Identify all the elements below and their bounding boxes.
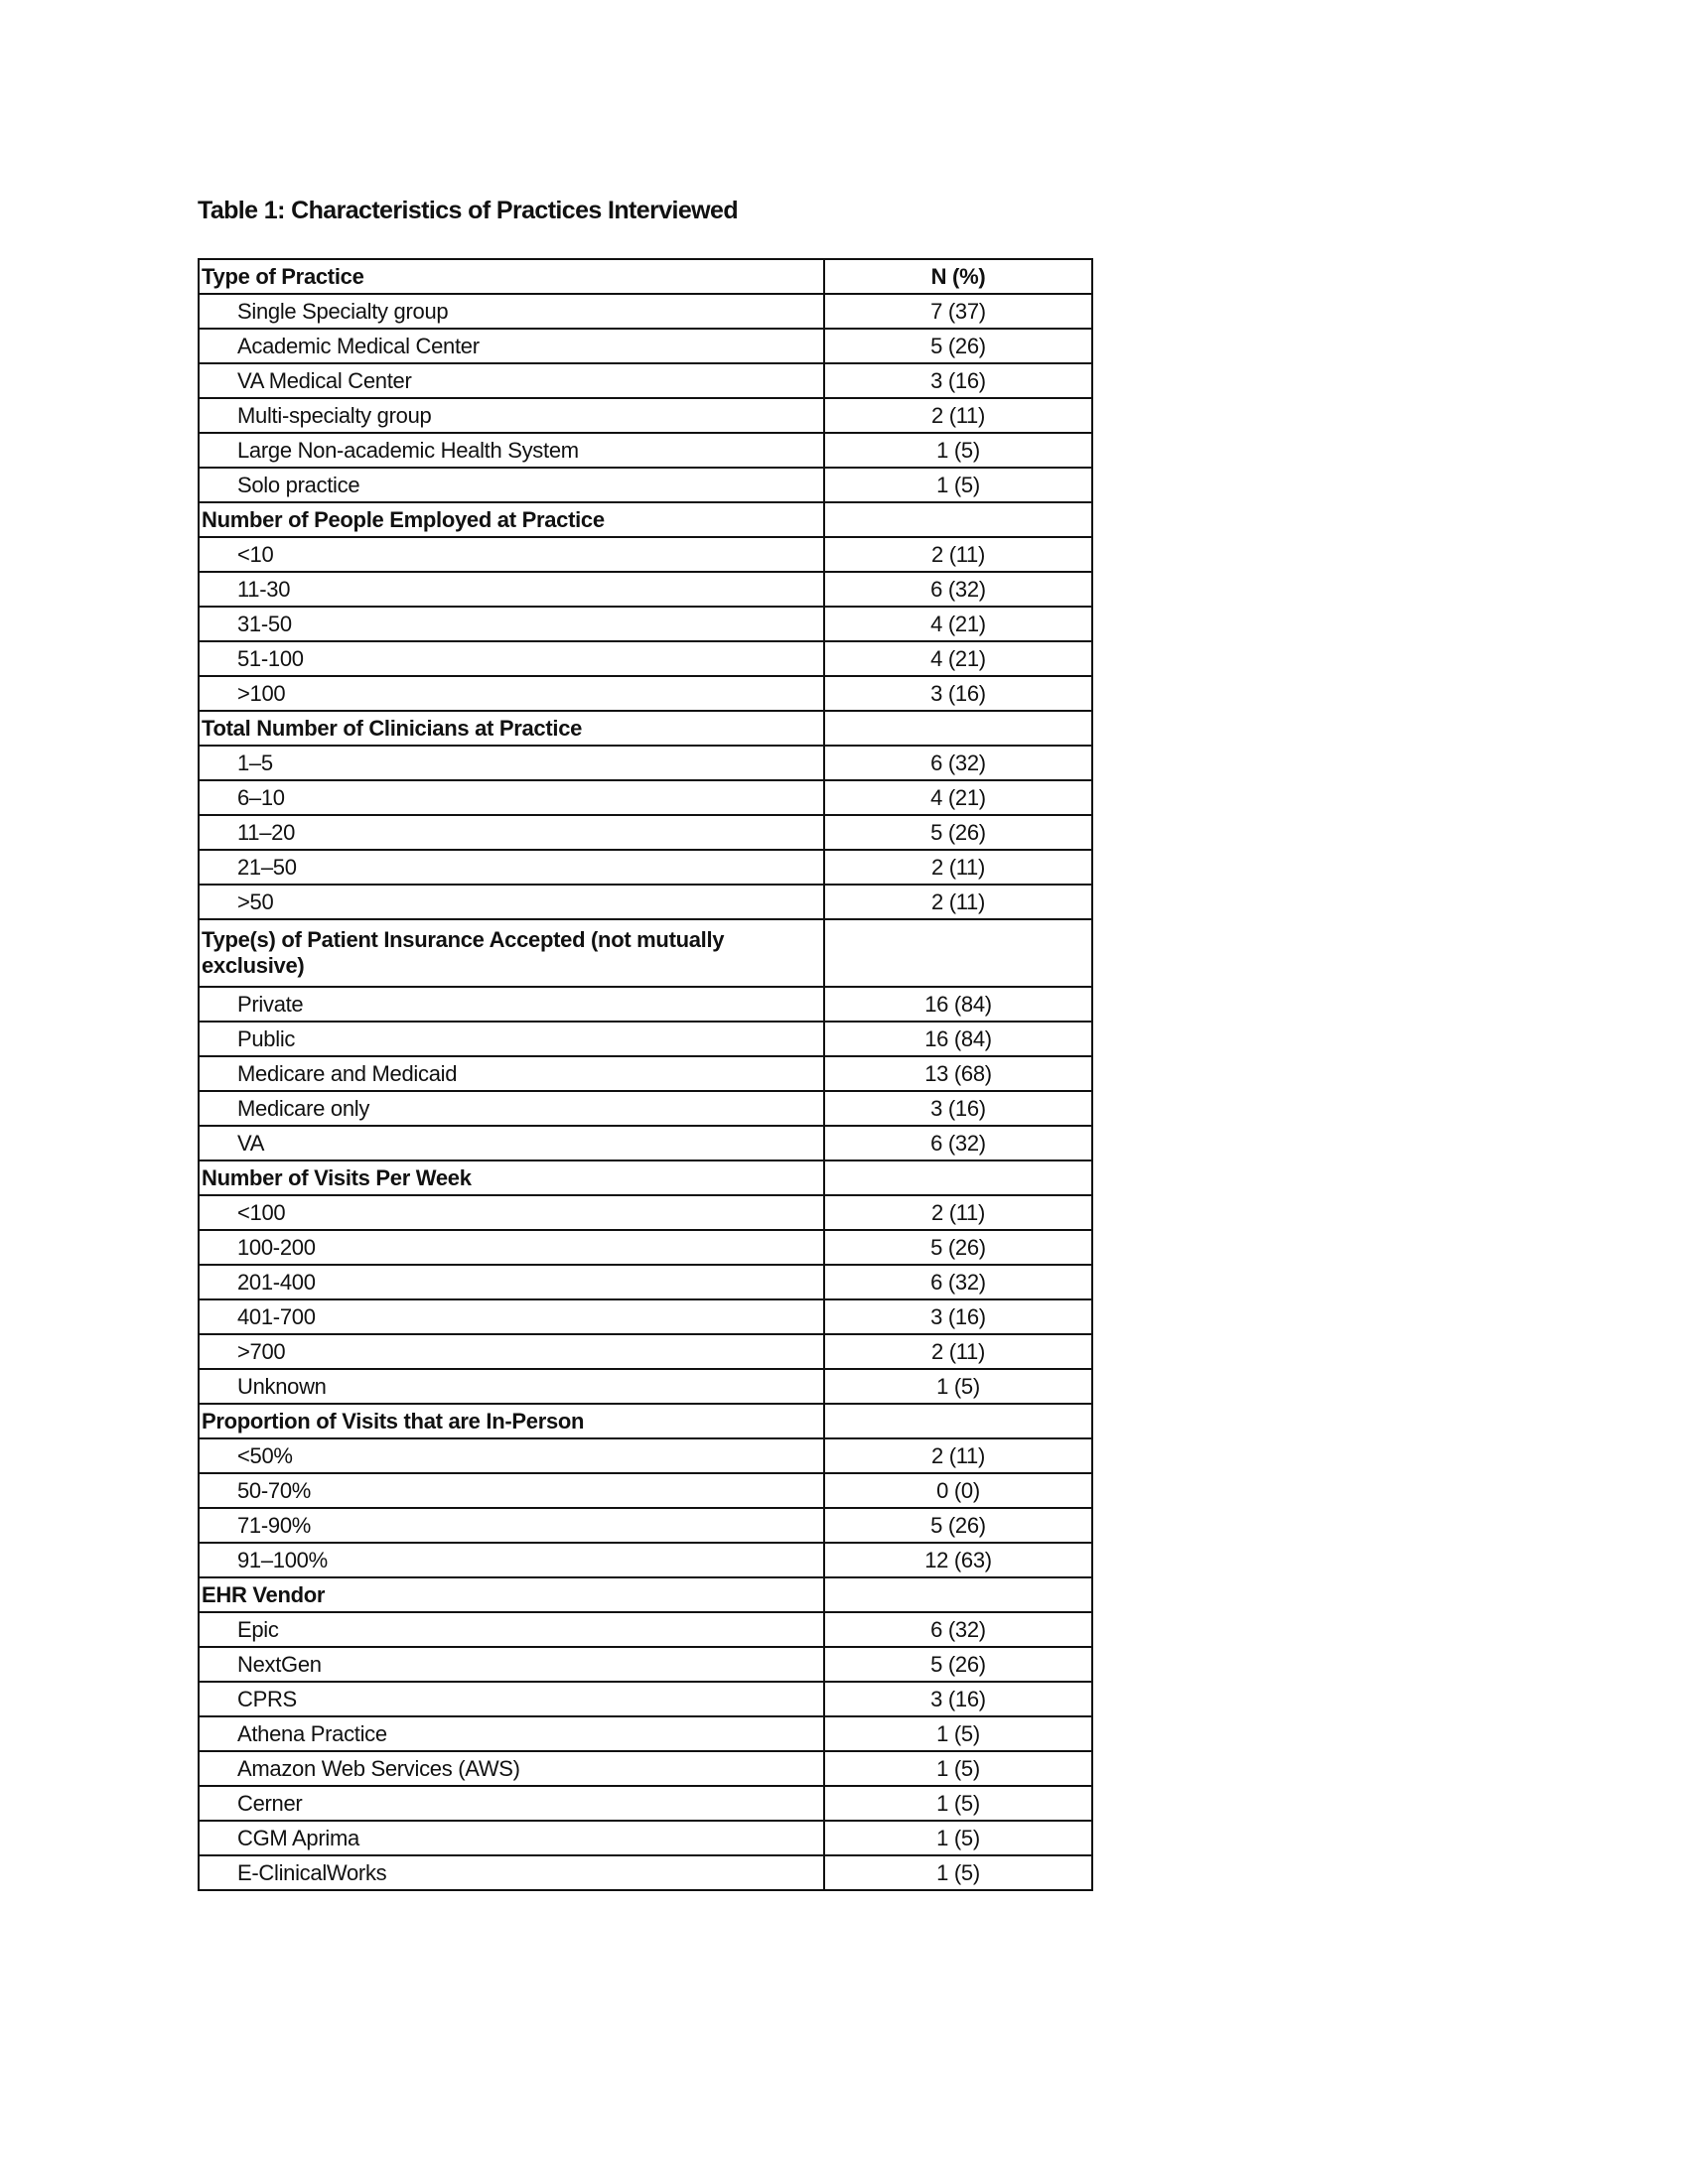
table-row [199,815,1092,850]
section-header-row [199,259,1092,294]
section-heading-value [824,1404,1092,1438]
row-value: 2 (11) [824,398,1092,433]
row-label: <50% [199,1438,824,1473]
section-header-row [199,1404,1092,1438]
row-value: 1 (5) [824,1821,1092,1855]
table-row [199,1334,1092,1369]
table-row [199,746,1092,780]
row-label: VA [199,1126,824,1160]
section-header-row [199,1160,1092,1195]
table-row [199,1438,1092,1473]
row-value: 3 (16) [824,676,1092,711]
row-value: 4 (21) [824,780,1092,815]
section-heading-value [824,1577,1092,1612]
row-label: Medicare and Medicaid [199,1056,824,1091]
row-value: 1 (5) [824,1716,1092,1751]
row-value: 6 (32) [824,746,1092,780]
row-value: 2 (11) [824,1195,1092,1230]
row-value: 5 (26) [824,815,1092,850]
row-label: <100 [199,1195,824,1230]
section-heading-value [824,711,1092,746]
row-label: CGM Aprima [199,1821,824,1855]
row-label: VA Medical Center [199,363,824,398]
row-label: 100-200 [199,1230,824,1265]
table-row [199,641,1092,676]
row-value: 7 (37) [824,294,1092,329]
row-label: Epic [199,1612,824,1647]
row-value: 6 (32) [824,1612,1092,1647]
section-header-row [199,711,1092,746]
row-value: 1 (5) [824,433,1092,468]
table-row [199,329,1092,363]
section-heading: Type(s) of Patient Insurance Accepted (not mutually exclusive) [199,919,824,987]
table-row [199,850,1092,885]
row-label: 31-50 [199,607,824,641]
row-value: 12 (63) [824,1543,1092,1577]
table-row [199,572,1092,607]
row-label: Single Specialty group [199,294,824,329]
table-row [199,780,1092,815]
table-row [199,607,1092,641]
table-row [199,1299,1092,1334]
row-label: >100 [199,676,824,711]
row-value: 6 (32) [824,1265,1092,1299]
row-value: 2 (11) [824,537,1092,572]
section-heading-value [824,502,1092,537]
row-label: 11–20 [199,815,824,850]
row-label: Academic Medical Center [199,329,824,363]
row-value: 1 (5) [824,1855,1092,1890]
row-label: Amazon Web Services (AWS) [199,1751,824,1786]
table-row [199,398,1092,433]
row-label: 91–100% [199,1543,824,1577]
row-label: 50-70% [199,1473,824,1508]
row-label: Private [199,987,824,1022]
row-value: 5 (26) [824,1508,1092,1543]
table-row [199,1473,1092,1508]
row-label: CPRS [199,1682,824,1716]
row-label: 401-700 [199,1299,824,1334]
table-row [199,1056,1092,1091]
row-label: Large Non-academic Health System [199,433,824,468]
row-value: 2 (11) [824,885,1092,919]
row-value: 3 (16) [824,1091,1092,1126]
table-row [199,1508,1092,1543]
row-label: Medicare only [199,1091,824,1126]
table-row [199,1855,1092,1890]
section-heading-value: N (%) [824,259,1092,294]
row-label: 1–5 [199,746,824,780]
row-value: 2 (11) [824,1334,1092,1369]
table-row [199,987,1092,1022]
section-heading: Number of Visits Per Week [199,1160,824,1195]
row-value: 1 (5) [824,1369,1092,1404]
row-label: >700 [199,1334,824,1369]
row-value: 5 (26) [824,1647,1092,1682]
section-header-row [199,919,1092,987]
section-heading: Total Number of Clinicians at Practice [199,711,824,746]
table-row [199,1265,1092,1299]
row-value: 2 (11) [824,1438,1092,1473]
row-value: 4 (21) [824,607,1092,641]
row-value: 5 (26) [824,1230,1092,1265]
section-heading-value [824,919,1092,987]
table-row [199,676,1092,711]
row-label: Unknown [199,1369,824,1404]
row-label: 6–10 [199,780,824,815]
row-value: 0 (0) [824,1473,1092,1508]
row-label: 11-30 [199,572,824,607]
row-label: Solo practice [199,468,824,502]
section-heading: Number of People Employed at Practice [199,502,824,537]
table-row [199,885,1092,919]
table-row [199,1751,1092,1786]
section-heading: Type of Practice [199,259,824,294]
row-value: 1 (5) [824,1786,1092,1821]
row-value: 3 (16) [824,363,1092,398]
section-heading-value [824,1160,1092,1195]
table-row [199,468,1092,502]
row-label: <10 [199,537,824,572]
row-value: 1 (5) [824,1751,1092,1786]
row-value: 6 (32) [824,1126,1092,1160]
row-label: 21–50 [199,850,824,885]
table-row [199,1682,1092,1716]
row-value: 16 (84) [824,1022,1092,1056]
row-value: 5 (26) [824,329,1092,363]
table-title: Table 1: Characteristics of Practices Interviewed [198,197,738,224]
section-heading: EHR Vendor [199,1577,824,1612]
row-label: 51-100 [199,641,824,676]
table-row [199,294,1092,329]
row-label: >50 [199,885,824,919]
row-label: Multi-specialty group [199,398,824,433]
table-row [199,1369,1092,1404]
row-value: 3 (16) [824,1682,1092,1716]
table-row [199,363,1092,398]
row-value: 6 (32) [824,572,1092,607]
section-header-row [199,502,1092,537]
table-row [199,1716,1092,1751]
table-row [199,1022,1092,1056]
row-label: E-ClinicalWorks [199,1855,824,1890]
row-value: 13 (68) [824,1056,1092,1091]
table-row [199,1543,1092,1577]
table-row [199,1821,1092,1855]
section-heading: Proportion of Visits that are In-Person [199,1404,824,1438]
row-label: Cerner [199,1786,824,1821]
row-value: 2 (11) [824,850,1092,885]
row-label: 201-400 [199,1265,824,1299]
row-value: 4 (21) [824,641,1092,676]
characteristics-table [198,258,1093,1891]
table-row [199,537,1092,572]
table-row [199,1786,1092,1821]
row-value: 16 (84) [824,987,1092,1022]
row-value: 1 (5) [824,468,1092,502]
row-value: 3 (16) [824,1299,1092,1334]
row-label: 71-90% [199,1508,824,1543]
table-row [199,1195,1092,1230]
table-row [199,1647,1092,1682]
table-row [199,1126,1092,1160]
table-row [199,1091,1092,1126]
table-row [199,433,1092,468]
row-label: Public [199,1022,824,1056]
table-row [199,1230,1092,1265]
row-label: Athena Practice [199,1716,824,1751]
row-label: NextGen [199,1647,824,1682]
section-header-row [199,1577,1092,1612]
table-row [199,1612,1092,1647]
